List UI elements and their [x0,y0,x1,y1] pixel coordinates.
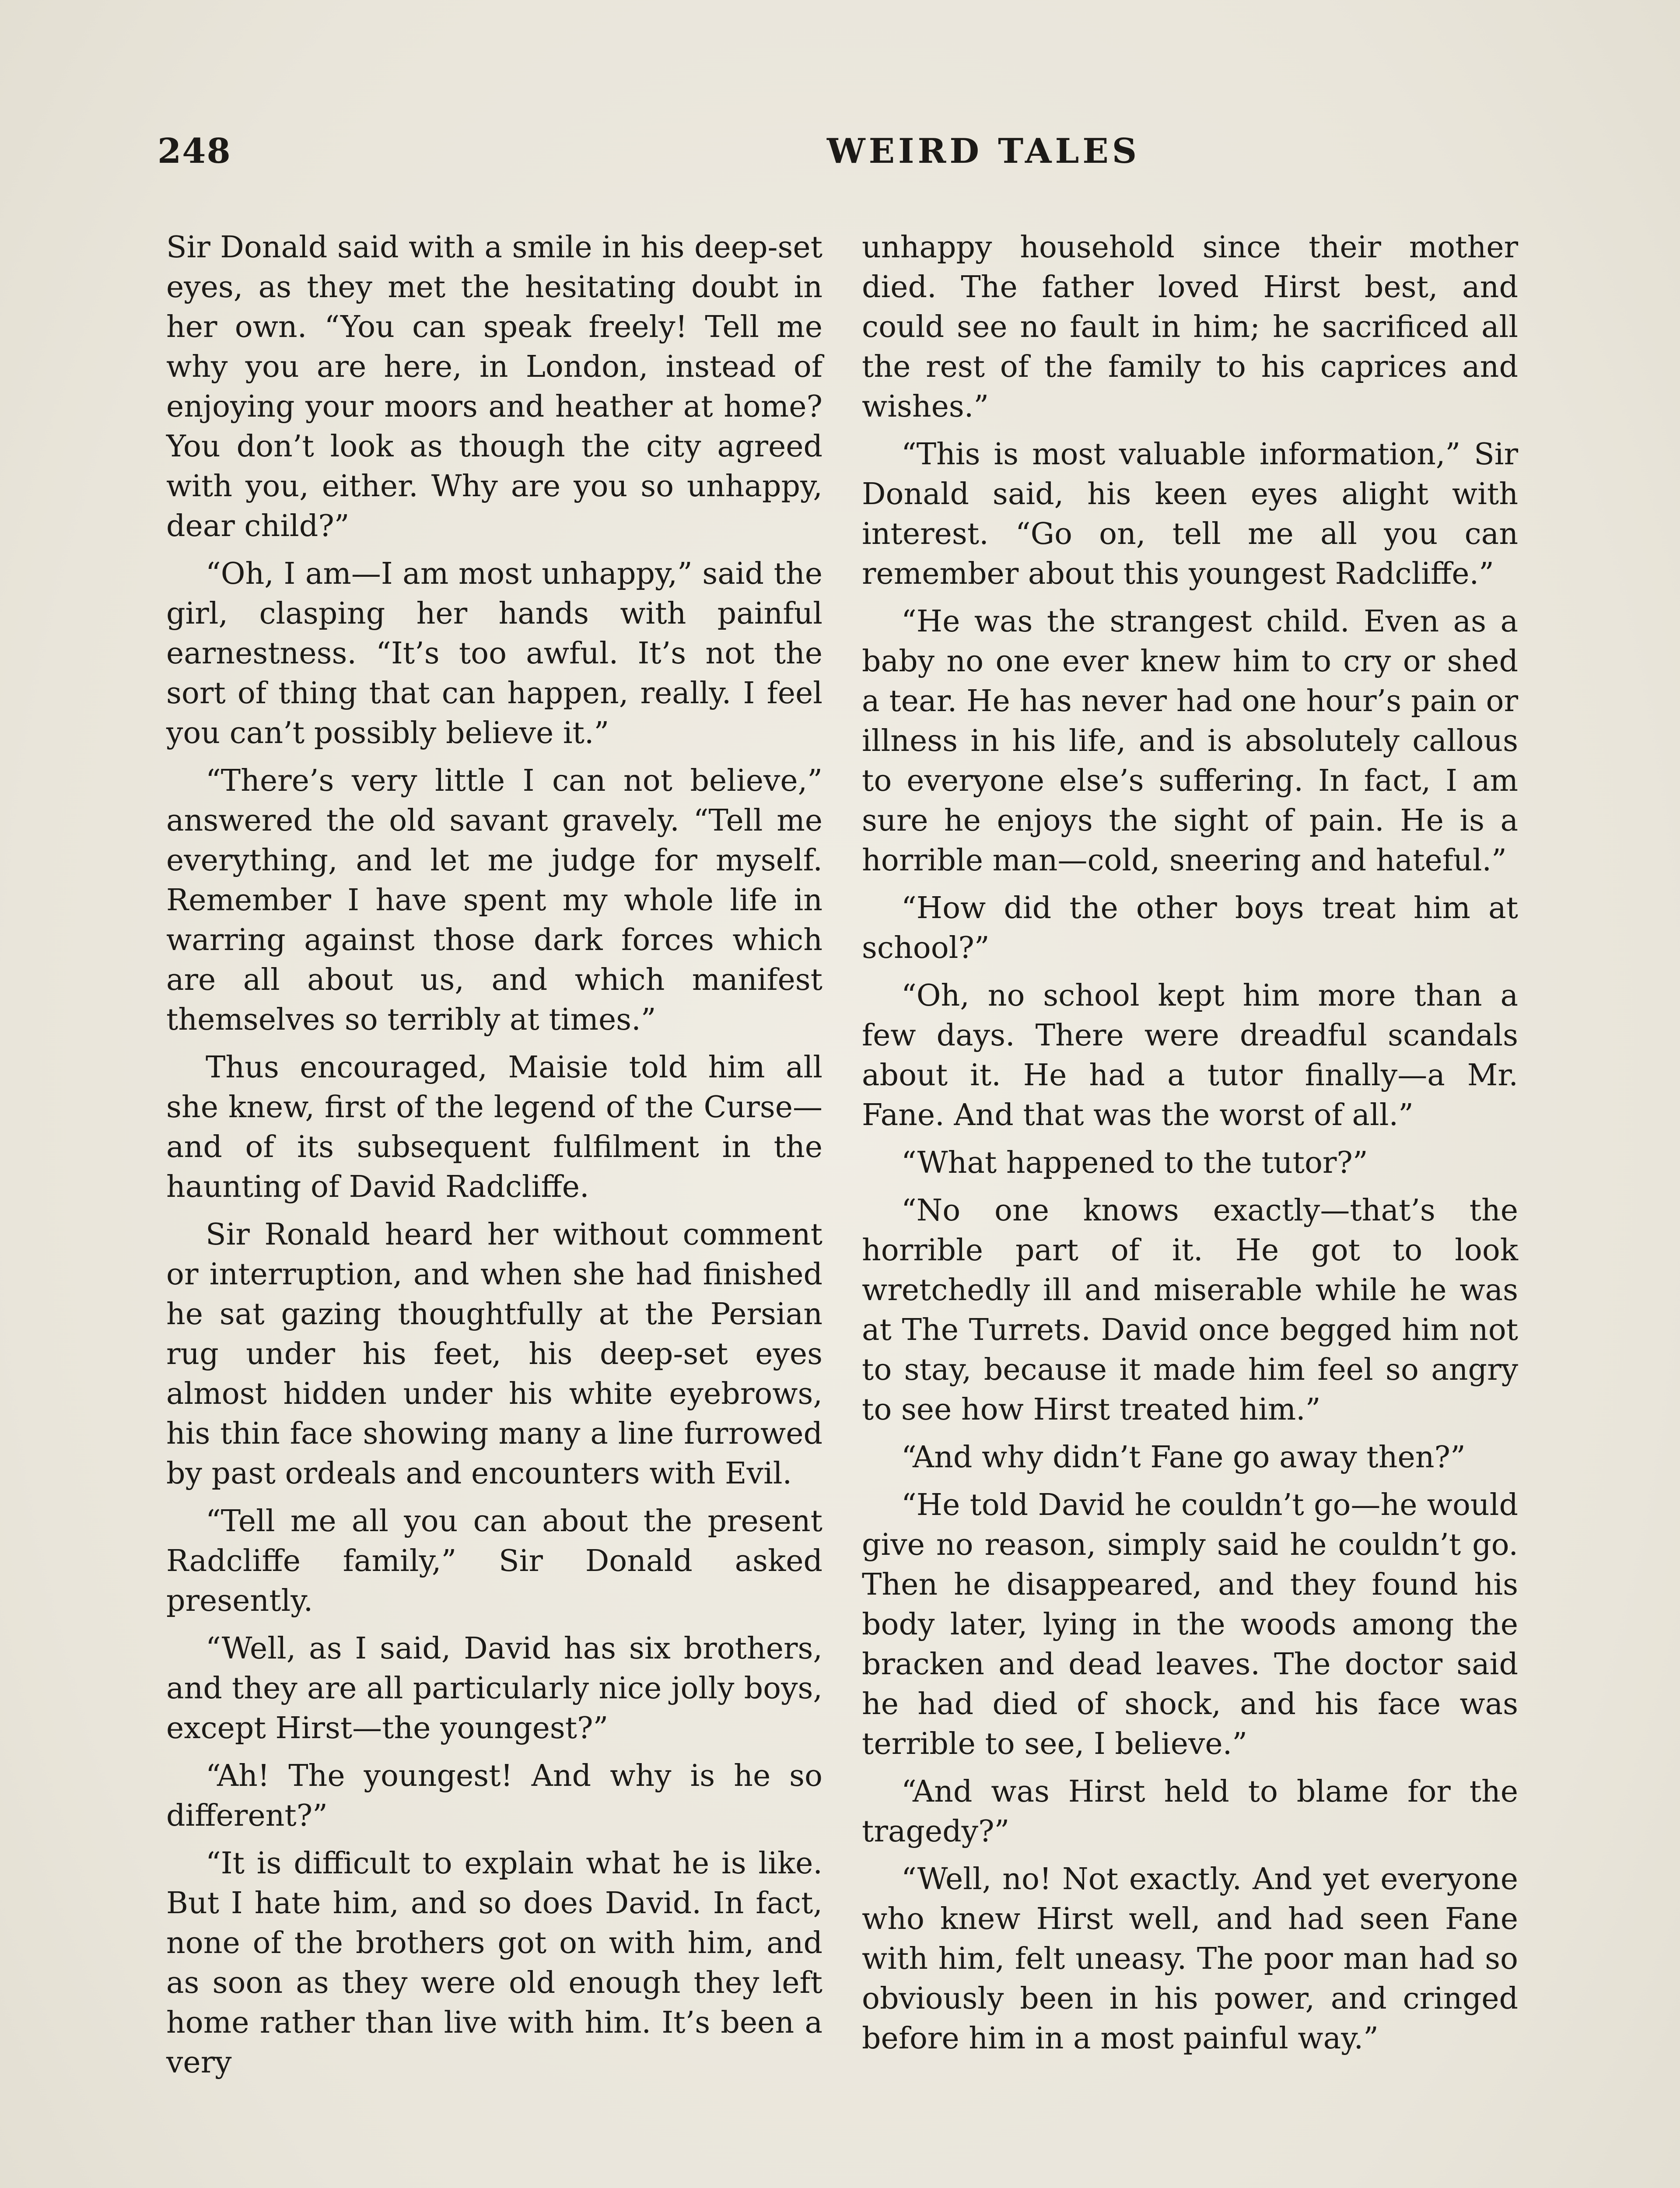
running-title: WEIRD TALES [827,131,1141,171]
paragraph: “Well, as I said, David has six brothers, and they are all particularly nice jolly boys, except Hirst—the youngest?” [166,1631,822,1746]
paragraph: “And why didn’t Fane go away then?” [901,1440,1466,1475]
paragraph: Thus encouraged, Maisie told him all she knew, first of the legend of the Curse—and of its subsequent fulfilment in the haunting of David Radcliffe. [166,1050,822,1204]
paragraph: “He was the strangest child. Even as a baby no one ever knew him to cry or shed a tear. He has never had one hour’s pain or illness in his life, and is absolutely callous to everyone else’s suffering. In fact, I am sure he enjoys the sight of pain. He is a horrible man—cold, sneering and hateful.” [862,604,1518,878]
paragraph: “Oh, I am—I am most unhappy,” said the girl, clasping her hands with painful earnestness. “It’s too awful. It’s not the sort of thing that can happen, really. I feel you can’t possibly believe it.” [166,557,822,750]
page-number: 248 [158,131,231,171]
paragraph: “What happened to the tutor?” [901,1146,1368,1180]
right-column [862,228,1518,2066]
paragraph: “He told David he couldn’t go—he would give no reason, simply said he couldn’t go. Then he disappeared, and they found his body later, lying in the woods among the bracken and dead leaves. The doctor said he had died of shock, and his face was terrible to see, I believe.” [862,1488,1518,1761]
paragraph: “No one knows exactly—that’s the horrible part of it. He got to look wretchedly ill and miserable while he was at The Turrets. David once begged him not to stay, because it made him feel so angry to see how Hirst treated him.” [862,1193,1518,1427]
paragraph: Sir Ronald heard her without comment or interruption, and when she had finished he sat gazing thoughtfully at the Persian rug under his feet, his deep-set eyes almost hidden under his white eyebrows, his thin face showing many a line furrowed by past ordeals and encounters with Evil. [166,1217,822,1491]
left-column [166,228,822,2090]
paragraph: “And was Hirst held to blame for the tragedy?” [862,1774,1518,1849]
paragraph: “How did the other boys treat him at school?” [862,891,1518,965]
paragraph: “Oh, no school kept him more than a few days. There were dreadful scandals about it. He had a tutor finally—a Mr. Fane. And that was the worst of all.” [862,978,1518,1133]
paragraph: unhappy household since their mother died. The father loved Hirst best, and could see no fault in him; he sacrificed all the rest of the family to his caprices and wishes.” [862,230,1518,424]
paragraph: “Tell me all you can about the present Radcliffe family,” Sir Donald asked presently. [166,1504,822,1618]
paragraph: Sir Donald said with a smile in his deep-set eyes, as they met the hesitating doubt in her own. “You can speak freely! Tell me why you are here, in London, instead of enjoying your moors and heather at home? You don’t look as though the city agreed with you, either. Why are you so unhappy, dear child?” [166,230,822,543]
paragraph: “There’s very little I can not believe,” answered the old savant gravely. “Tell me everything, and let me judge for myself. Remember I have spent my whole life in warring against those dark forces which are all about us, and which manifest themselves so terribly at times.” [166,764,822,1037]
paragraph: “This is most valuable information,” Sir Donald said, his keen eyes alight with interest. “Go on, tell me all you can remember about this youngest Radcliffe.” [862,437,1518,591]
paragraph: “Well, no! Not exactly. And yet everyone who knew Hirst well, and had seen Fane with him, felt uneasy. The poor man had so obviously been in his power, and cringed before him in a most painful way.” [862,1862,1518,2056]
paragraph: “It is difficult to explain what he is like. But I hate him, and so does David. In fact, none of the brothers got on with him, and as soon as they were old enough they left home rather than live with him. It’s been a very [166,1846,822,2080]
page-header [158,131,1522,179]
paragraph: “Ah! The youngest! And why is he so different?” [166,1759,822,1833]
